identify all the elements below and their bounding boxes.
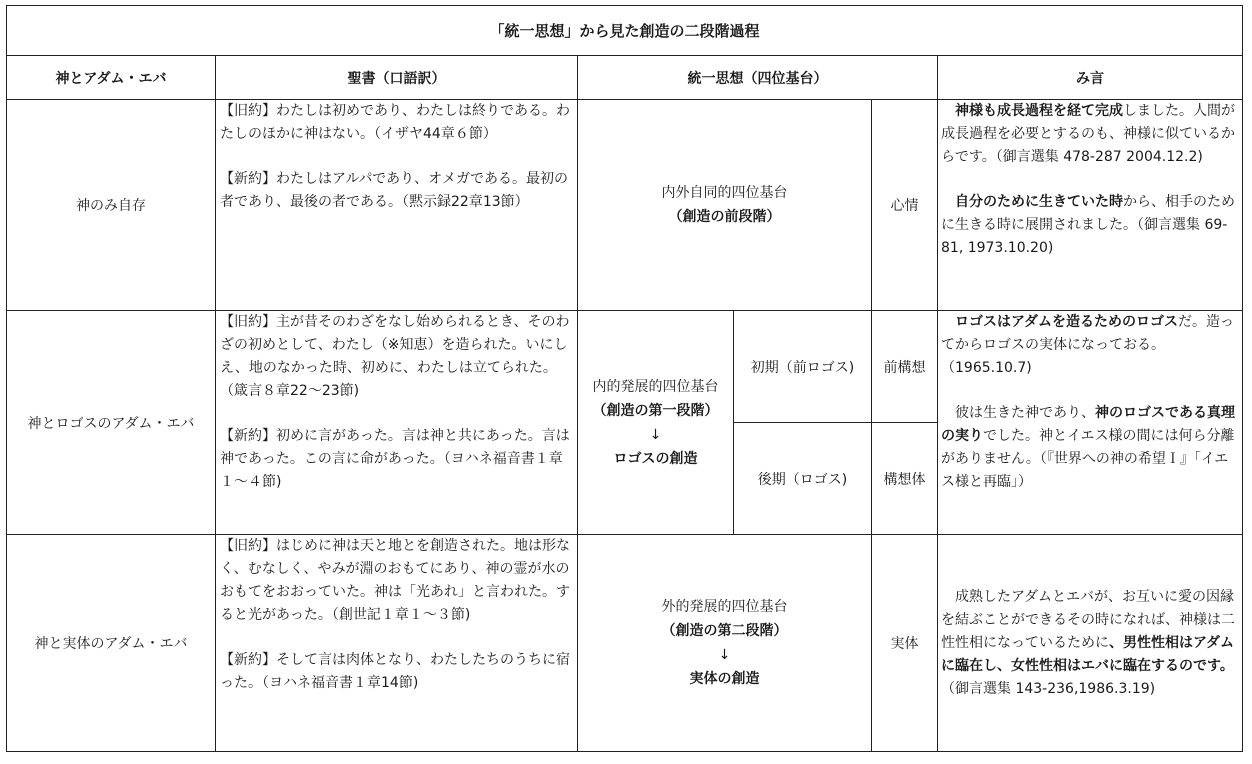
stage-subtitle: （創造の前段階） [668, 209, 781, 225]
stage-cell [578, 100, 872, 311]
bible-new-text: 【新約】初めに言があった。言は神と共にあった。言は神であった。この言に命があった。（ヨハネ福音書１章１～４節) [220, 428, 570, 490]
row-label: 神とロゴスのアダム・エバ [7, 311, 216, 535]
words-paragraph [941, 311, 1239, 380]
words-paragraph [941, 402, 1239, 494]
words-bold: 神のロゴスである真理の実り [941, 405, 1235, 444]
arrow-down-icon: ↓ [718, 647, 731, 663]
words-cell [938, 100, 1243, 311]
stage-title: 外的発展的四位基台 [661, 599, 788, 615]
words-bold: 、男性性相はアダムに臨在し、女性性相はエバに臨在するのです。 [941, 634, 1235, 674]
row-label: 神と実体のアダム・エバ [7, 535, 216, 752]
bible-old-text: 【旧約】はじめに神は天と地とを創造された。地は形なく、むなしく、やみが淵のおもてにあり、神の霊が水のおもてをおおっていた。神は「光あれ」と言われた。すると光があった。（創世記１章１～３節) [220, 538, 570, 623]
words-text: から、相手のために生きる時に展開されました。（御言選集 69-81, 1973.10.20) [941, 194, 1235, 256]
stage-title: 内的発展的四位基台 [592, 378, 719, 395]
stage-cell [578, 311, 734, 535]
stage-subtitle: （創造の第一段階） [592, 402, 719, 419]
header-words: み言 [938, 56, 1243, 100]
bible-old-text: 【旧約】わたしは初めであり、わたしは終りである。わたしのほかに神はない。（イザヤ44章６節） [220, 103, 570, 142]
arrow-down-icon: ↓ [649, 426, 662, 443]
bible-new-text: 【新約】そして言は肉体となり、わたしたちのうちに宿った。（ヨハネ福音書１章14節) [220, 652, 570, 691]
words-paragraph [941, 586, 1239, 701]
stage-cell [578, 535, 872, 752]
words-text: でした。神とイエス様の間には何ら分離がありません。（『世界への神の希望Ｉ』「イエス様と再臨」） [941, 428, 1235, 490]
words-bold: 神様も成長過程を経て完成 [955, 103, 1123, 119]
row-label: 神のみ自存 [7, 100, 216, 311]
words-text: 彼は生きた神であり、 [955, 405, 1095, 421]
category-cell: 実体 [872, 535, 938, 752]
words-text: 成熟したアダムとエバが、お互いに愛の因縁を結ぶことができるその時になれば、神様は二性性相になっているために [941, 588, 1235, 651]
words-bold: ロゴスはアダムを造るためのロゴス [955, 314, 1179, 330]
table-row [7, 100, 1243, 311]
header-god-adam-eve: 神とアダム・エバ [7, 56, 216, 100]
words-text: だ。造ってからロゴスの実体になっておる。（1965.10.7) [941, 314, 1235, 376]
words-cell [938, 535, 1243, 752]
bible-cell [216, 100, 578, 311]
header-bible: 聖書（口語訳） [216, 56, 578, 100]
creation-stages-table [6, 5, 1243, 752]
stage-title: 内外自同的四位基台 [661, 185, 788, 201]
category-cell: 心情 [872, 100, 938, 311]
table-title: 「統一思想」から見た創造の二段階過程 [7, 6, 1243, 56]
words-text: （御言選集 143-236,1986.3.19) [941, 680, 1156, 697]
table-row [7, 311, 1243, 423]
words-bold: 自分のために生きていた時 [955, 194, 1123, 210]
words-cell [938, 311, 1243, 535]
bible-new-text: 【新約】わたしはアルパであり、オメガである。最初の者であり、最後の者である。（黙示録22章13節） [220, 171, 569, 210]
header-unification-thought: 統一思想（四位基台） [578, 56, 938, 100]
phase-cell: 後期（ロゴス) [734, 423, 872, 535]
stage-result: 実体の創造 [689, 671, 760, 687]
phase-cell: 初期（前ロゴス) [734, 311, 872, 423]
bible-cell [216, 535, 578, 752]
category-cell: 前構想 [872, 311, 938, 423]
bible-old-text: 【旧約】主が昔そのわざをなし始められるとき、そのわざの初めとして、わたし（※知恵）を造られた。いにしえ、地のなかった時、初めに、わたしは立てられた。（箴言８章22～23節) [220, 314, 570, 399]
category-cell: 構想体 [872, 423, 938, 535]
bible-cell [216, 311, 578, 535]
words-paragraph [941, 100, 1239, 169]
stage-subtitle: （創造の第二段階） [661, 623, 788, 639]
words-paragraph [941, 191, 1239, 260]
words-text: しました。人間が成長過程を必要とするのも、神様に似ているからです。（御言選集 478-287 2004.12.2) [941, 103, 1235, 165]
stage-result: ロゴスの創造 [613, 450, 698, 467]
table-row [7, 535, 1243, 752]
